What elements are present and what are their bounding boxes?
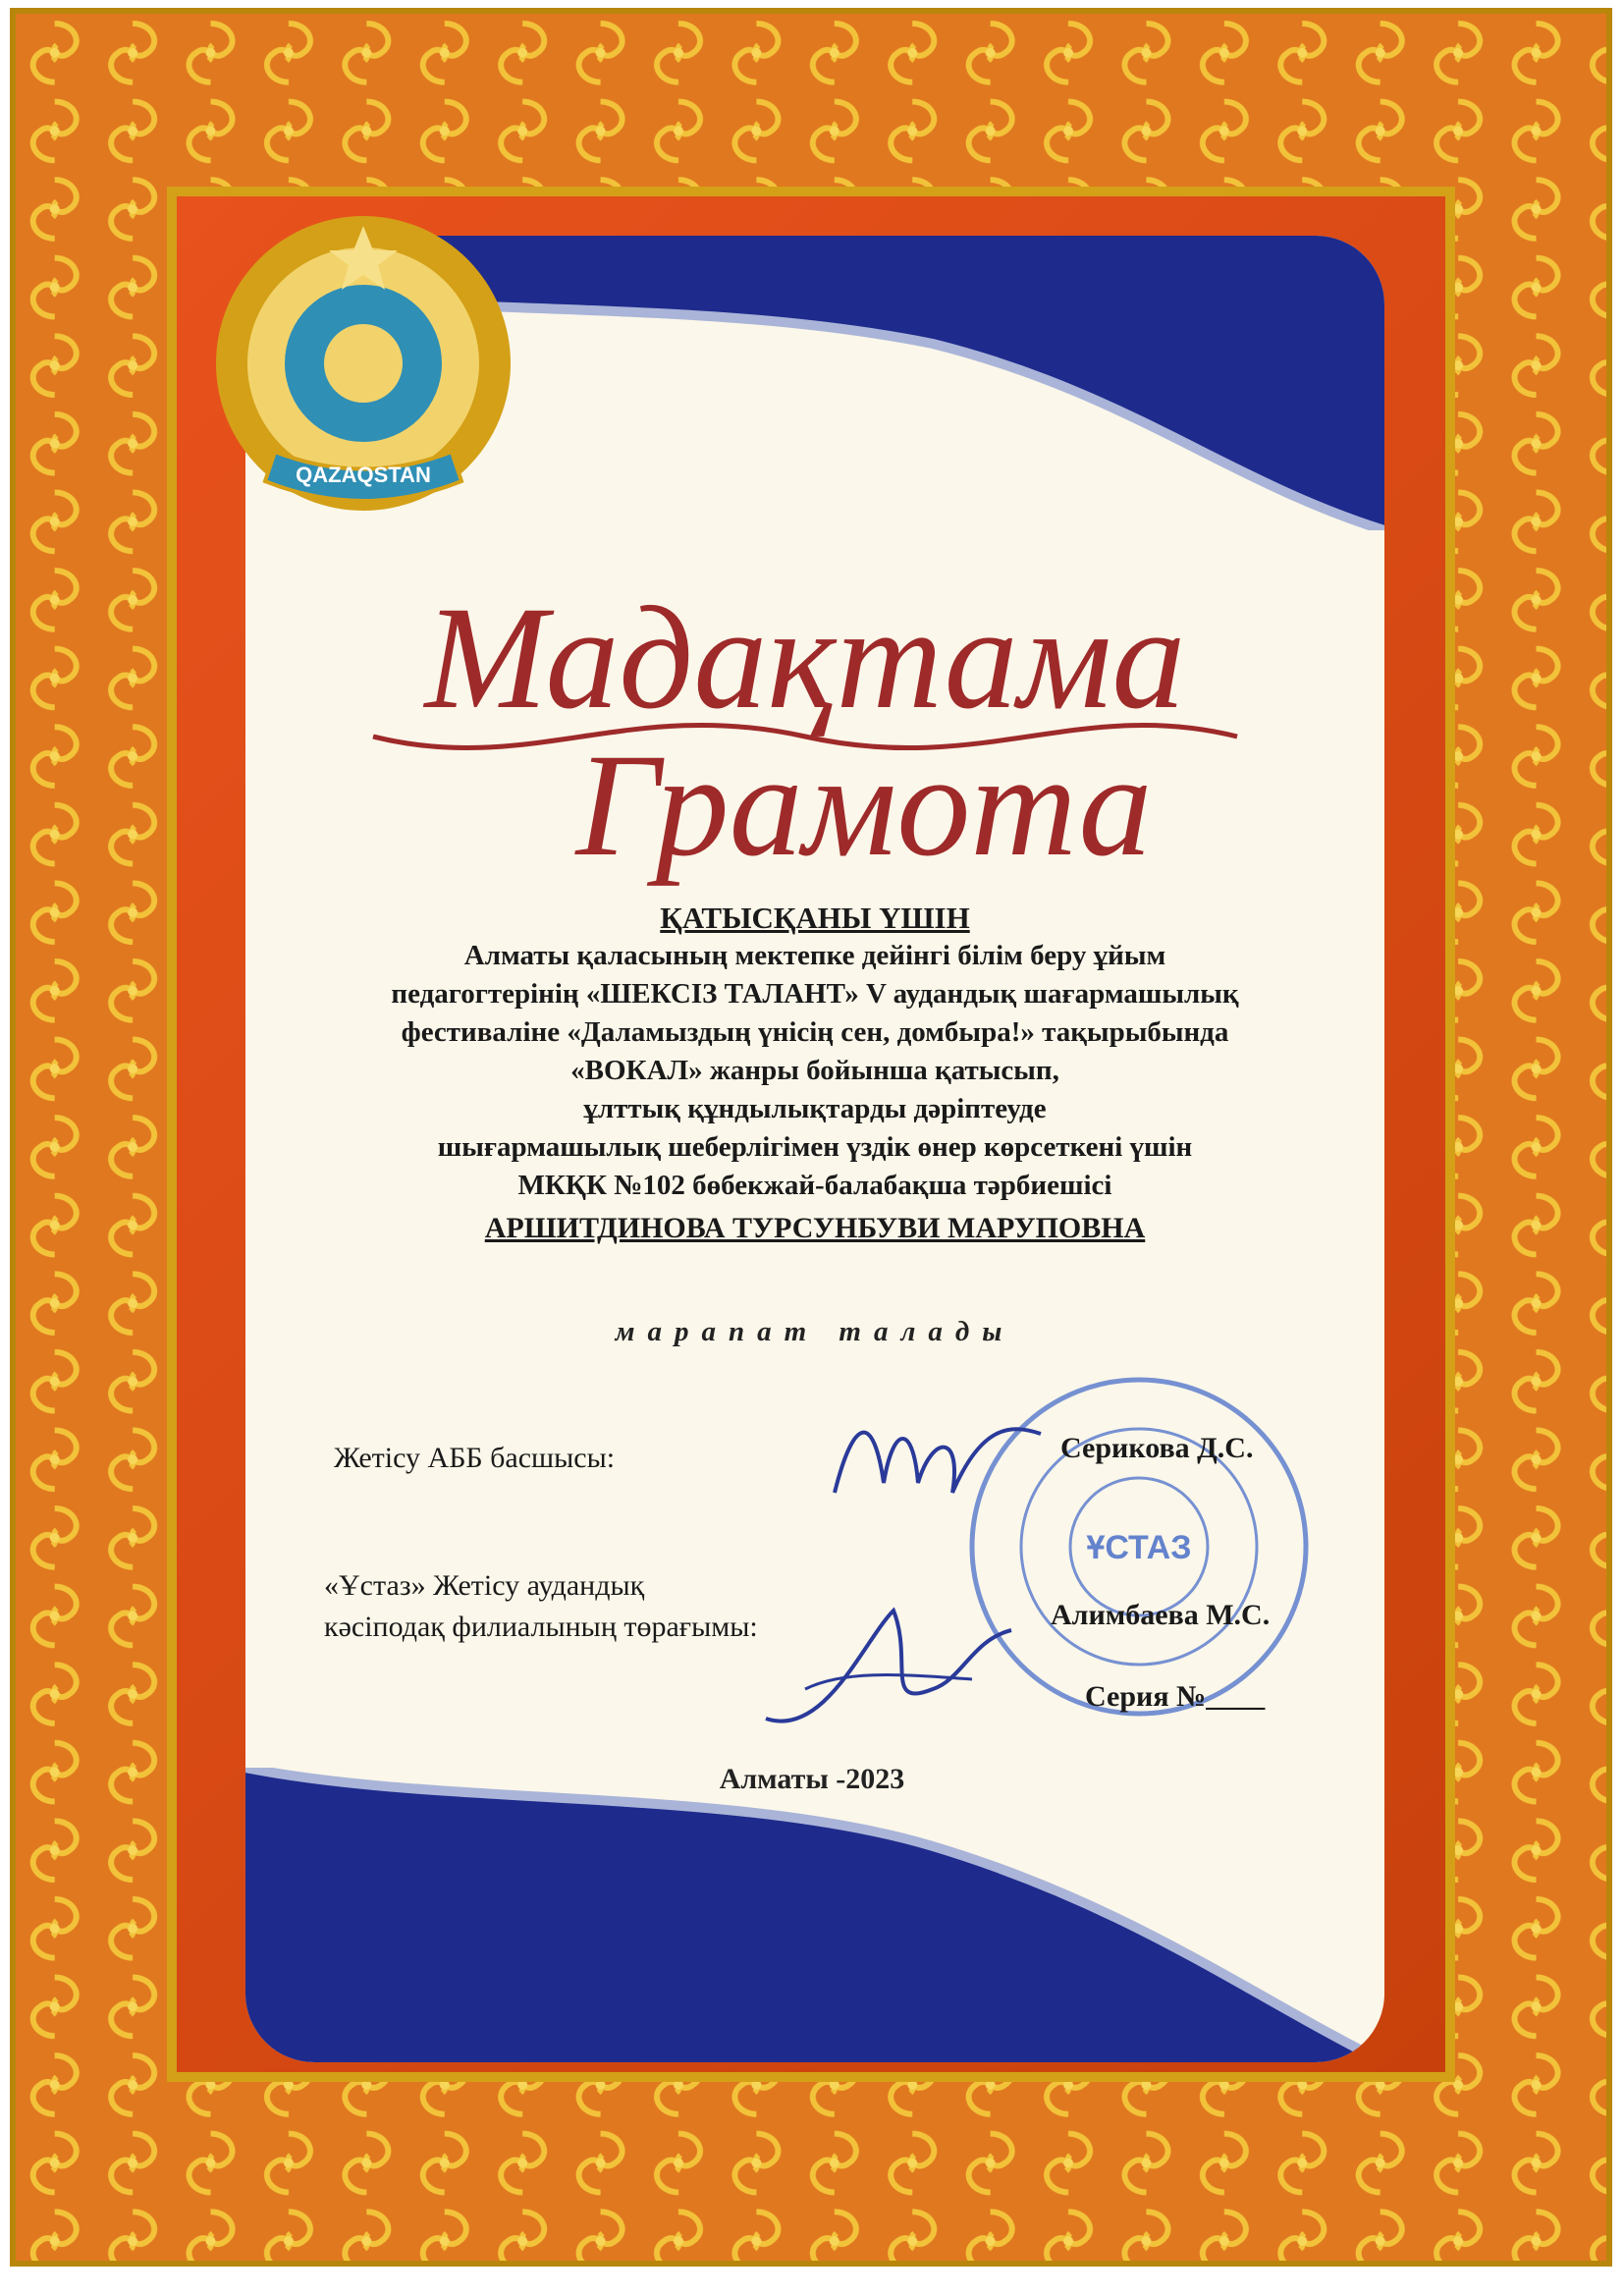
body-line: «ВОКАЛ» жанры бойынша қатысып, xyxy=(570,1055,1059,1086)
body-heading: ҚАТЫСҚАНЫ ҮШІН xyxy=(660,901,970,935)
signature-2 xyxy=(746,1581,1041,1748)
first-signer-name: Серикова Д.С. xyxy=(1060,1432,1254,1464)
signature-1 xyxy=(825,1394,1051,1522)
svg-text:Грамота: Грамота xyxy=(575,724,1153,887)
body-line: фестиваліне «Даламыздың үнісің сен, домбыра!» тақырыбында xyxy=(401,1016,1229,1048)
body-line: шығармашылық шеберлігімен үздік өнер көрсеткені үшін xyxy=(437,1131,1193,1163)
svg-text:Мадақтама: Мадақтама xyxy=(424,576,1186,739)
body-line: МКҚК №102 бөбекжай-балабақша тәрбиешісі xyxy=(517,1170,1112,1201)
recipient-name: АРШИТДИНОВА ТУРСУНБУВИ МАРУПОВНА xyxy=(484,1212,1146,1244)
certificate-body xyxy=(295,899,1335,1247)
svg-text:ҰСТАЗ: ҰСТАЗ xyxy=(1086,1529,1192,1566)
kazakhstan-emblem xyxy=(196,206,530,540)
body-line: ұлттық құндылықтарды дәріптеуде xyxy=(583,1093,1047,1124)
body-line: педагогтерінің «ШЕКСІЗ ТАЛАНТ» V аудандық шағармашылық xyxy=(391,978,1239,1010)
place-year: Алматы -2023 xyxy=(719,1763,905,1795)
second-signer-name: Алимбаева М.С. xyxy=(1051,1599,1271,1631)
svg-text:QAZAQSTAN: QAZAQSTAN xyxy=(296,463,431,487)
blue-drape-bottom xyxy=(245,1768,1384,2062)
series-number: Серия №____ xyxy=(1085,1680,1266,1713)
awarded-text: марапат талады xyxy=(615,1316,1015,1347)
body-line: Алматы қаласының мектепке дейінгі білім беру ұйым xyxy=(463,940,1166,971)
first-signer-title: Жетісу АББ басшысы: xyxy=(334,1442,616,1474)
second-signer-title-line1: «Ұстаз» Жетісу аудандық xyxy=(324,1569,645,1602)
second-signer-title-line2: кәсіподақ филиалының төрағымы: xyxy=(324,1611,758,1643)
